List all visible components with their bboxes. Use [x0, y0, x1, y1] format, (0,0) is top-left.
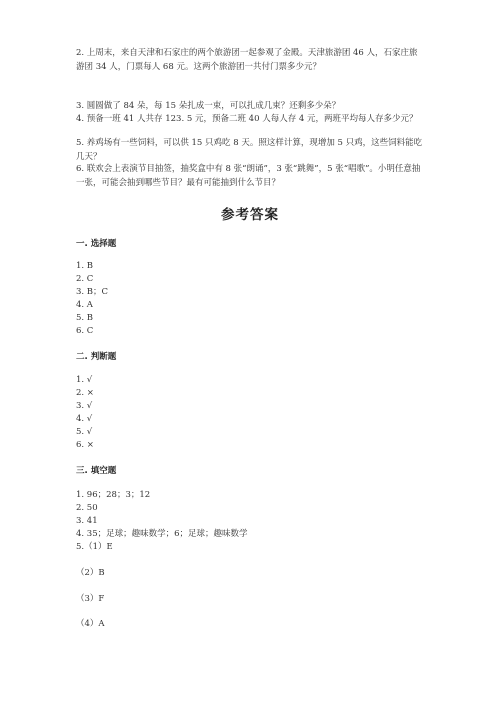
section-heading-fill: 三. 填空题	[76, 466, 117, 476]
problem-3: 3. 圆圆做了 84 朵，每 15 朵扎成一束，可以扎成几束？还剩多少朵？	[76, 101, 341, 111]
list-item: 3. B；C	[76, 287, 109, 297]
list-item: 1. B	[76, 261, 94, 271]
list-item: 4. 35；足球；趣味数学；6；足球；趣味数学	[76, 529, 248, 539]
sub-answer: （4）A	[76, 619, 105, 629]
list-item: 4. A	[76, 300, 93, 310]
list-item: 5. √	[76, 427, 93, 437]
problem-6: 6. 联欢会上表演节目抽签，抽奖盒中有 8 张“朗诵”，3 张“跳舞”，5 张“唱歌”。小明任意抽一张，可能会抽到哪些节目？最有可能抽到什么节目？	[76, 164, 421, 188]
problem-2: 2. 上周末，来自天津和石家庄的两个旅游团一起参观了金殿。天津旅游团 46 人，石家庄旅游团 34 人，门票每人 68 元。这两个旅游团一共付门票多少元？	[76, 48, 418, 72]
list-item: 5.（1）E	[76, 542, 113, 552]
problem-5: 5. 养鸡场有一些饲料，可以供 15 只鸡吃 8 天。照这样计算，现增加 5 只鸡，这些饲料能吃几天？	[76, 138, 423, 162]
list-item: 4. √	[76, 414, 93, 424]
list-item: 2. ×	[76, 388, 94, 398]
list-item: 6. ×	[76, 440, 94, 450]
problem-4: 4. 预备一班 41 人共存 123. 5 元，预备二班 40 人每人存 4 元，两班平均每人存多少元？	[76, 114, 418, 124]
list-item: 6. C	[76, 326, 94, 336]
list-item: 2. C	[76, 274, 94, 284]
answers-title: 参考答案	[221, 207, 279, 223]
list-item: 3. 41	[76, 516, 98, 526]
list-item: 2. 50	[76, 503, 98, 513]
sub-answer: （3）F	[76, 594, 105, 604]
list-item: 5. B	[76, 313, 94, 323]
sub-answer: （2）B	[76, 568, 105, 578]
list-item: 1. 96；28；3；12	[76, 490, 151, 500]
section-heading-judge: 二. 判断题	[76, 352, 117, 362]
section-heading-choice: 一. 选择题	[76, 239, 117, 249]
list-item: 3. √	[76, 401, 93, 411]
list-item: 1. √	[76, 375, 93, 385]
